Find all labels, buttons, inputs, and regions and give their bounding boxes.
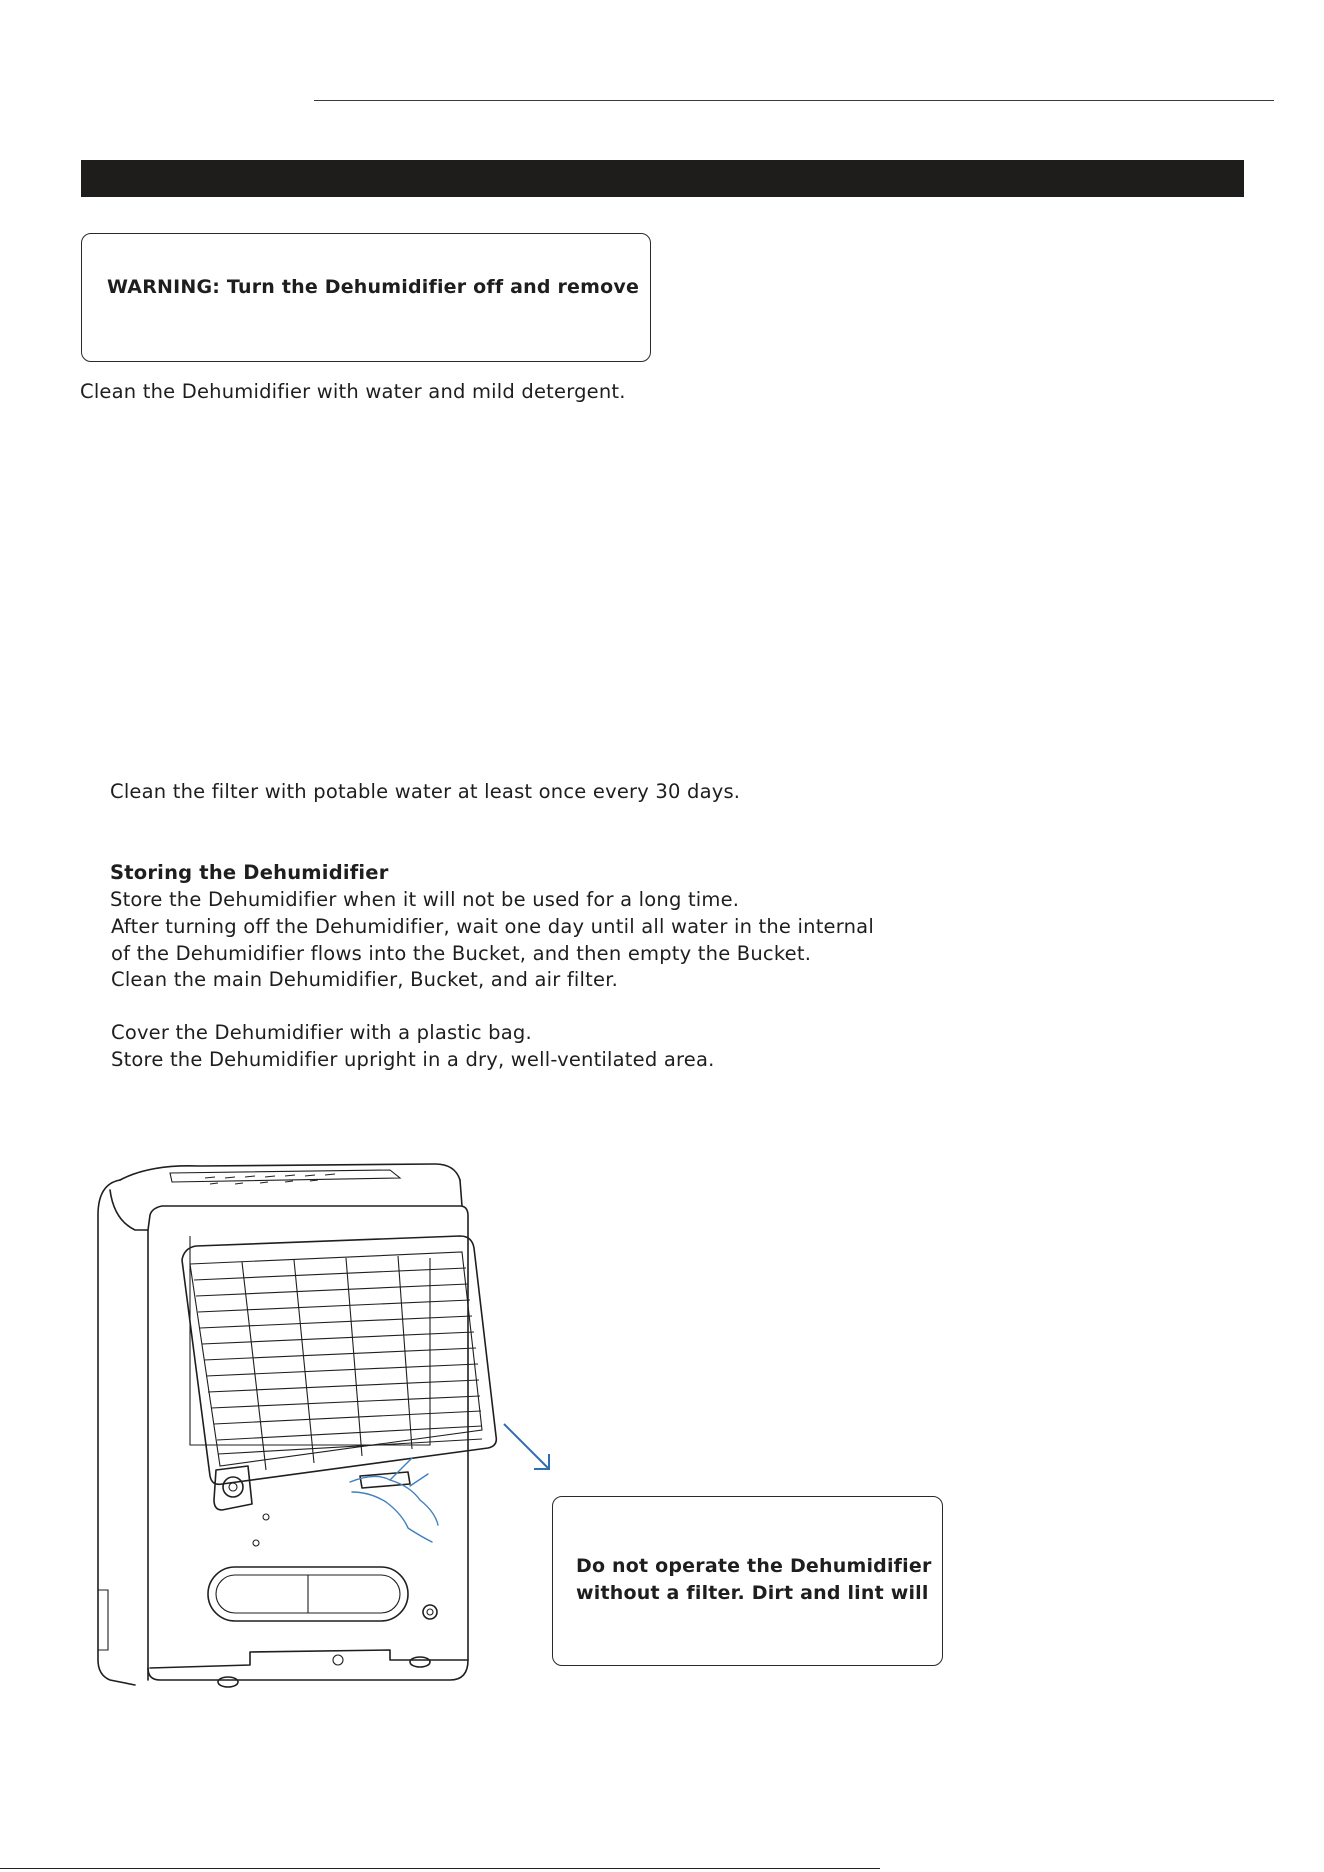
cleaning-instruction: Clean the Dehumidifier with water and mild detergent.	[80, 380, 626, 403]
side-handle	[98, 1590, 108, 1650]
filter-note-box	[552, 1496, 943, 1666]
storing-line: of the Dehumidifier flows into the Bucket, and then empty the Bucket.	[111, 942, 812, 965]
storing-line: Store the Dehumidifier when it will not be used for a long time.	[110, 888, 740, 911]
section-header-bar	[81, 160, 1244, 197]
storing-line: Cover the Dehumidifier with a plastic bag.	[111, 1021, 532, 1044]
warning-text: WARNING: Turn the Dehumidifier off and remove	[107, 276, 640, 298]
base-line	[150, 1650, 468, 1668]
storing-line: Clean the main Dehumidifier, Bucket, and air filter.	[111, 968, 619, 991]
top-corner	[460, 1180, 462, 1206]
screw-hole	[263, 1514, 269, 1520]
drain-outlet	[423, 1605, 437, 1619]
dial-housing	[214, 1466, 252, 1510]
side-edge	[110, 1190, 148, 1680]
note-line: without a filter. Dirt and lint will	[576, 1582, 929, 1604]
hand-outline	[350, 1476, 438, 1525]
pointer-arrow-icon	[500, 1420, 560, 1480]
caster-wheel	[218, 1677, 238, 1687]
note-line: Do not operate the Dehumidifier	[576, 1555, 932, 1577]
base-screw	[333, 1655, 343, 1665]
storing-line: Store the Dehumidifier upright in a dry, well-ventilated area.	[111, 1048, 715, 1071]
filter-cavity	[190, 1236, 430, 1445]
dial-knob	[223, 1477, 243, 1497]
storing-line: After turning off the Dehumidifier, wait one day until all water in the internal	[111, 915, 874, 938]
filter-cleaning-instruction: Clean the filter with potable water at least once every 30 days.	[110, 780, 741, 803]
footer-rule	[0, 1868, 880, 1869]
dehumidifier-filter-illustration	[90, 1140, 570, 1700]
caster-wheel	[410, 1657, 430, 1667]
filter-grille	[182, 1236, 496, 1484]
header-rule	[314, 100, 1274, 101]
screw-hole	[253, 1540, 259, 1546]
left-side-outline	[98, 1180, 135, 1685]
storing-heading: Storing the Dehumidifier	[110, 861, 389, 884]
